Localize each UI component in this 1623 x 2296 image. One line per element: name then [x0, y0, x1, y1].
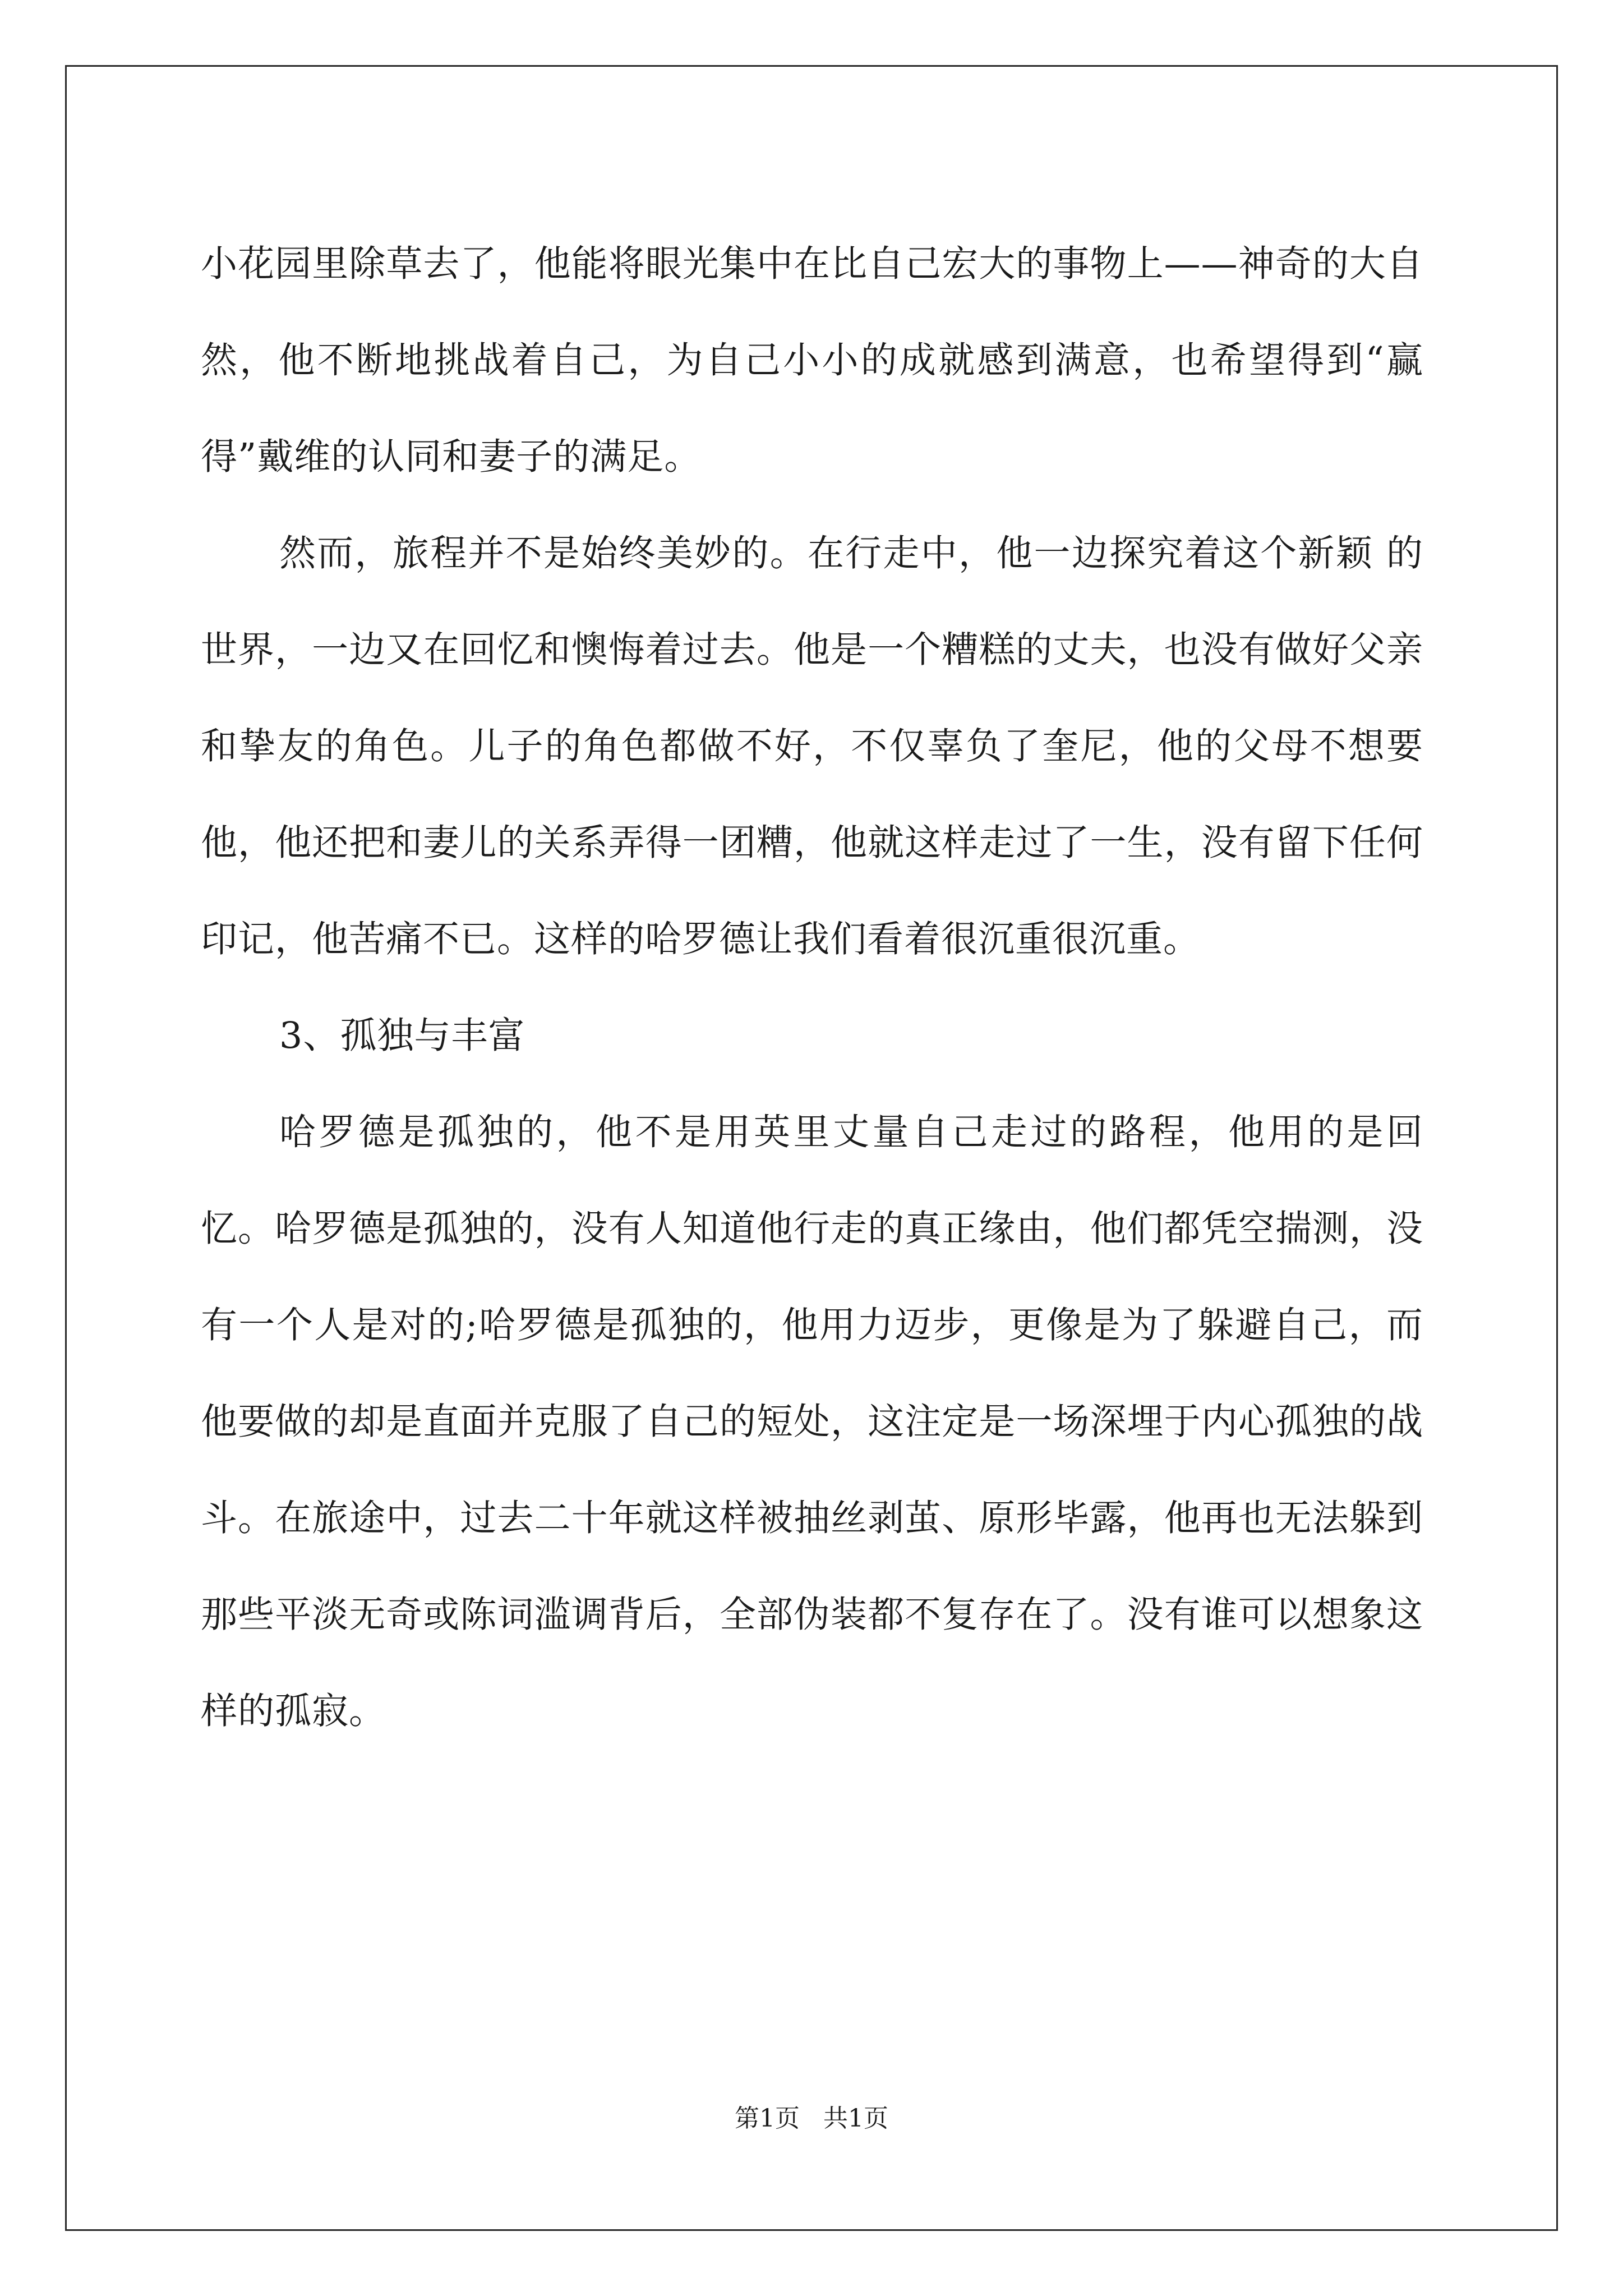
page-number: 第1页	[735, 2104, 800, 2133]
paragraph-2: 然而，旅程并不是始终美妙的。在行走中，他一边探究着这个新颖 的世界，一边又在回忆和懊悔着过去。他是一个糟糕的丈夫，也没有做好父亲和挚友的角色。儿子的角色都做不好，不仅辜负了奎尼，他的父母不想要他，他还把和妻儿的关系弄得一团糟，他就这样走过了一生，没有留下任何印记，他苦痛不已。这样的哈罗德让我们看着很沉重很沉重。	[201, 532, 1423, 960]
page-total: 共1页	[823, 2104, 888, 2133]
document-body	[201, 216, 1423, 1760]
section-heading: 3、孤独与丰富	[279, 1015, 525, 1057]
paragraph-3: 哈罗德是孤独的，他不是用英里丈量自己走过的路程，他用的是回忆。哈罗德是孤独的，没有人知道他行走的真正缘由，他们都凭空揣测，没有一个人是对的;哈罗德是孤独的，他用力迈步，更像是为了躲避自己，而他要做的却是直面并克服了自己的短处，这注定是一场深埋于内心孤独的战斗。在旅途中，过去二十年就这样被抽丝剥茧、原形毕露，他再也无法躲到那些平淡无奇或陈词滥调背后，全部伪装都不复存在了。没有谁可以想象这样的孤寂。	[201, 1111, 1423, 1732]
page-footer	[0, 2098, 1623, 2134]
paragraph-1: 小花园里除草去了，他能将眼光集中在比自己宏大的事物上——神奇的大自然，他不断地挑战着自己，为自己小小的成就感到满意，也希望得到“赢得”戴维的认同和妻子的满足。	[201, 243, 1423, 478]
